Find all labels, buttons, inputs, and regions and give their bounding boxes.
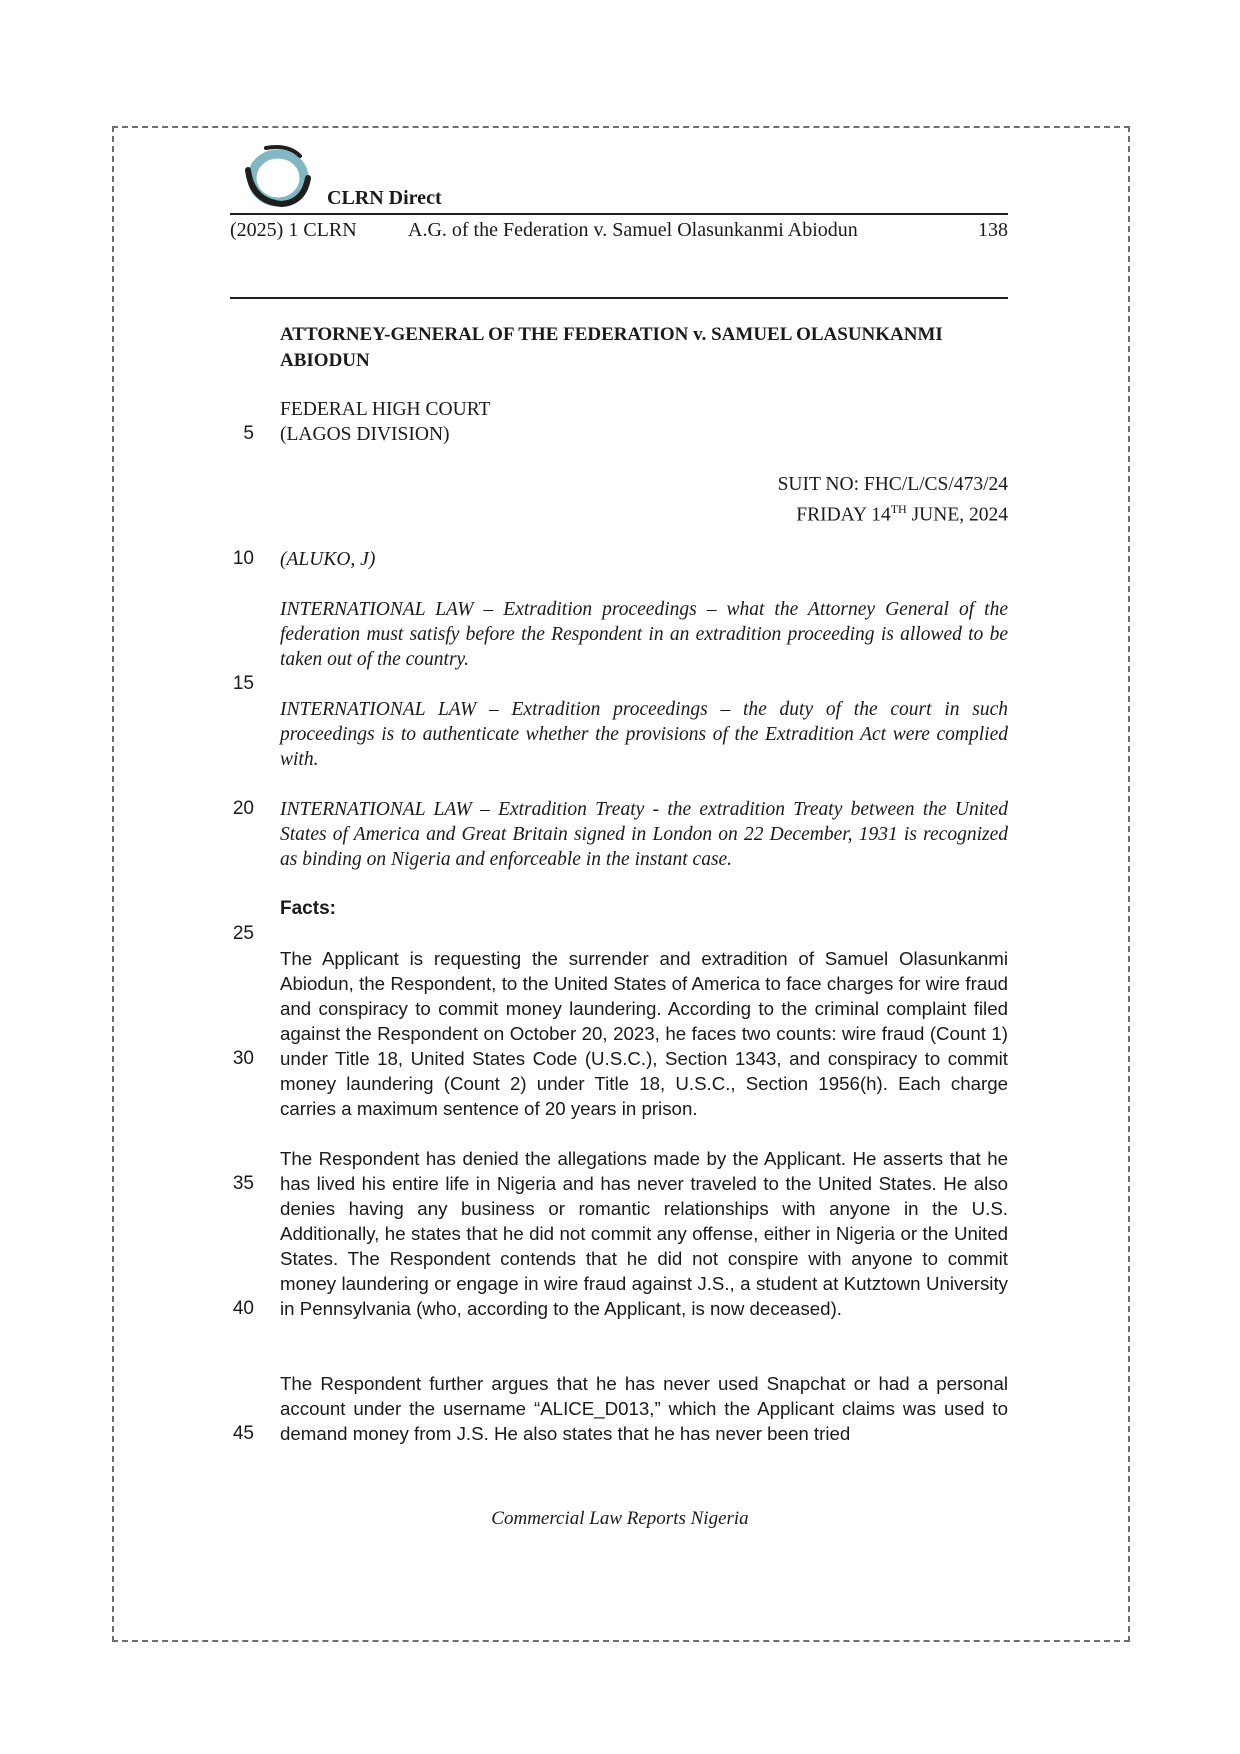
brand-name: CLRN Direct (327, 187, 442, 209)
line-number: 40 (232, 1298, 254, 1319)
footer-publication: Commercial Law Reports Nigeria (491, 1508, 749, 1529)
page-number: 138 (978, 219, 1008, 241)
catchword-3: INTERNATIONAL LAW – Extradition Treaty - the extradition Treaty between the United States of America and Great Britain signed in London on 22 December, 1931 is recognized as binding on Nigeria and enforceable in the instant case. (280, 799, 1008, 870)
case-short-title: A.G. of the Federation v. Samuel Olasunkanmi Abiodun (408, 219, 858, 241)
case-title: ATTORNEY-GENERAL OF THE FEDERATION v. SAMUEL OLASUNKANMI ABIODUN (280, 324, 943, 371)
header-bottom-rule (230, 297, 1008, 299)
facts-heading: Facts: (280, 898, 336, 919)
judge: (ALUKO, J) (280, 549, 376, 570)
header-rule (230, 213, 1008, 215)
clrn-logo-icon (238, 140, 318, 216)
line-number: 20 (232, 798, 254, 819)
line-number: 35 (232, 1173, 254, 1194)
catchword-1: INTERNATIONAL LAW – Extradition proceedings – what the Attorney General of the federation must satisfy before the Respondent in an extradition proceeding is allowed to be taken out of the country. (280, 599, 1008, 670)
court-division: (LAGOS DIVISION) (280, 424, 450, 445)
facts-paragraph-1: The Applicant is requesting the surrender and extradition of Samuel Olasunkanmi Abiodun, the Respondent, to the United States of America to face charges for wire fraud and conspiracy to commit money laundering. According to the criminal complaint filed against the Respondent on October 20, 2023, he faces two counts: wire fraud (Count 1) under Title 18, United States Code (U.S.C.), Section 1343, and conspiracy to commit money laundering (Count 2) under Title 18, U.S.C., Section 1956(h). Each charge carries a maximum sentence of 20 years in prison. (280, 948, 1008, 1119)
line-number: 10 (232, 548, 254, 569)
catchword-2: INTERNATIONAL LAW – Extradition proceedings – the duty of the court in such proceedings is to authenticate whether the provisions of the Extradition Act were complied with. (280, 699, 1008, 770)
line-number: 25 (232, 923, 254, 944)
court-name: FEDERAL HIGH COURT (280, 399, 491, 420)
facts-paragraph-2: The Respondent has denied the allegations made by the Applicant. He asserts that he has lived his entire life in Nigeria and has never traveled to the United States. He also denies having any business or romantic relationships with anyone in the U.S. Additionally, he states that he did not commit any offense, either in Nigeria or the United States. The Respondent contends that he did not conspire with anyone to commit money laundering or engage in wire fraud against J.S., a student at Kutztown University in Pennsylvania (who, according to the Applicant, is now deceased). (280, 1148, 1008, 1319)
citation: (2025) 1 CLRN (230, 219, 357, 241)
suit-number: SUIT NO: FHC/L/CS/473/24 (777, 474, 1008, 495)
facts-paragraph-3: The Respondent further argues that he has never used Snapchat or had a personal account under the username “ALICE_D013,” which the Applicant claims was used to demand money from J.S. He also states that he has never been tried (280, 1373, 1008, 1444)
line-number: 5 (243, 423, 254, 444)
line-number: 30 (232, 1048, 254, 1069)
line-number: 15 (232, 673, 254, 694)
line-number: 45 (232, 1423, 254, 1444)
judgment-date: FRIDAY 14TH JUNE, 2024 (796, 502, 1008, 526)
